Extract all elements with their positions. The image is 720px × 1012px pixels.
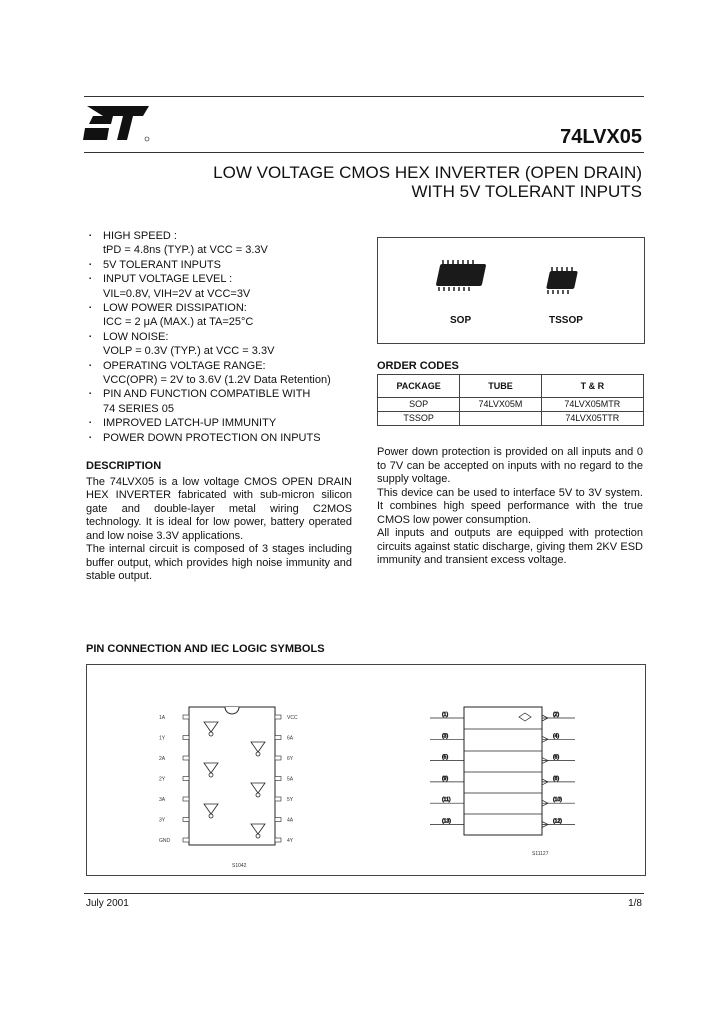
dip-pin-label: 6A [287,735,294,742]
tssop-label: TSSOP [549,315,583,326]
dip-pin-label: 5A [287,776,294,783]
sop-label: SOP [450,315,472,326]
iec-label: S11127 [532,851,549,857]
dip-pin [183,818,189,822]
feature-item: ▪ PIN AND FUNCTION COMPATIBLE WITH [86,387,376,401]
right-p2: This device can be used to interface 5V to 3V system. It combines high speed performance with the true CMOS low power consumption. [377,486,643,526]
st-logo [83,102,153,144]
iec-output-label: (4) [553,733,560,740]
table-row: SOP 74LVX05M 74LVX05MTR [378,398,644,412]
dip-pin [275,715,281,719]
iec-input-label: (13) [442,818,451,825]
description-heading: DESCRIPTION [86,460,162,472]
sop-chip [436,264,487,286]
package-box [377,237,645,344]
dip-pin [275,756,281,760]
description-p1: The 74LVX05 is a low voltage CMOS OPEN DRAIN HEX INVERTER fabricated with sub-micron silicon gate and double-layer metal wiring C2MOS technology. It is ideal for low power, battery operated and low noise 3.3V applications. [86,475,352,542]
feature-item: ▪ 5V TOLERANT INPUTS [86,258,376,272]
feature-item: ▪ POWER DOWN PROTECTION ON INPUTS [86,431,376,445]
dip-pin-label: 5Y [287,797,294,803]
dip-pin [183,777,189,781]
iec-output-label: (8) [553,775,560,782]
dip-chip-label: S1042 [232,863,247,869]
order-codes-table [377,374,644,426]
feature-item: ▪ IMPROVED LATCH-UP IMMUNITY [86,416,376,430]
dip-pin-label: 2A [159,756,166,762]
iec-input-label: (1) [442,712,449,718]
table-header: TUBE [460,375,541,398]
feature-detail: tPD = 4.8ns (TYP.) at VCC = 3.3V [103,244,268,257]
dip-pin-label: 1A [159,715,166,721]
iec-input-label: (3) [442,733,449,740]
dip-pin-label: 2Y [159,776,166,783]
feature-item: ▪ LOW POWER DISSIPATION: [86,301,376,315]
title-line-1: LOW VOLTAGE CMOS HEX INVERTER (OPEN DRAIN) [213,163,642,182]
feature-detail: VCC(OPR) = 2V to 3.6V (1.2V Data Retention) [103,374,331,387]
feature-detail: VIL=0.8V, VIH=2V at VCC=3V [103,287,251,300]
table-header: T & R [541,375,643,398]
iec-input-label: (11) [442,797,451,804]
pin-section-title: PIN CONNECTION AND IEC LOGIC SYMBOLS [86,643,325,655]
title-line-2: WITH 5V TOLERANT INPUTS [411,182,642,201]
feature-item: ▪ HIGH SPEED : [86,229,376,243]
right-p1: Power down protection is provided on all inputs and 0 to 7V can be accepted on inputs with no regard to the supply voltage. [377,446,643,485]
feature-detail: VOLP = 0.3V (TYP.) at VCC = 3.3V [103,345,275,358]
order-codes-title: ORDER CODES [377,360,459,372]
dip-pin [275,797,281,801]
feature-detail: 74 SERIES 05 [103,402,174,415]
dip-pin-label: 4A [287,817,294,824]
right-description [377,446,643,568]
doc-title [213,163,642,201]
iec-input-label: (5) [442,754,449,761]
footer-date: July 2001 [86,898,129,909]
pin-diagram-box [86,664,646,876]
feature-item: ▪ OPERATING VOLTAGE RANGE: [86,359,376,373]
iec-input-label: (9) [442,775,449,782]
dip-pin [275,838,281,842]
iec-output-label: (2) [553,712,560,718]
footer-page: 1/8 [628,898,642,909]
table-header: PACKAGE [378,375,460,398]
dip-pin-label: 3A [159,797,166,803]
dip-pin [275,777,281,781]
table-row: TSSOP 74LVX05TTR [378,412,644,426]
feature-item: ▪ INPUT VOLTAGE LEVEL : [86,272,376,286]
dip-pin-label: VCC [287,715,298,721]
description-p2: The internal circuit is composed of 3 stages including buffer output, which provides high noise immunity and stable output. [86,543,352,582]
dip-pin [183,756,189,760]
description [86,460,352,584]
footer-rule [84,893,644,894]
dip-pin-label: 6Y [287,756,294,762]
feature-list [86,229,376,445]
feature-detail: ICC = 2 μA (MAX.) at TA=25°C [103,316,254,329]
dip-pin [275,818,281,822]
feature-item: ▪ LOW NOISE: [86,330,376,344]
dip-pin [183,715,189,719]
pin-diagram [87,665,645,875]
dip-pin [183,838,189,842]
dip-pin-label: 1Y [159,735,166,742]
dip-pin-label: 4Y [287,838,294,844]
tssop-chip [546,271,578,289]
iec-output-label: (10) [553,797,562,804]
dip-pin [183,736,189,740]
dip-pin [275,736,281,740]
iec-output-label: (6) [553,754,560,761]
title-rule [84,152,644,153]
right-p3: All inputs and outputs are equipped with protection circuits against static discharge, giving them 2KV ESD immunity and transient excess voltage. [377,527,643,566]
dip-pin-label: 3Y [159,817,166,824]
top-rule [84,96,644,97]
dip-pin-label: GND [159,838,171,844]
dip-pin [183,797,189,801]
part-number: 74LVX05 [560,126,642,148]
iec-output-label: (12) [553,818,562,825]
